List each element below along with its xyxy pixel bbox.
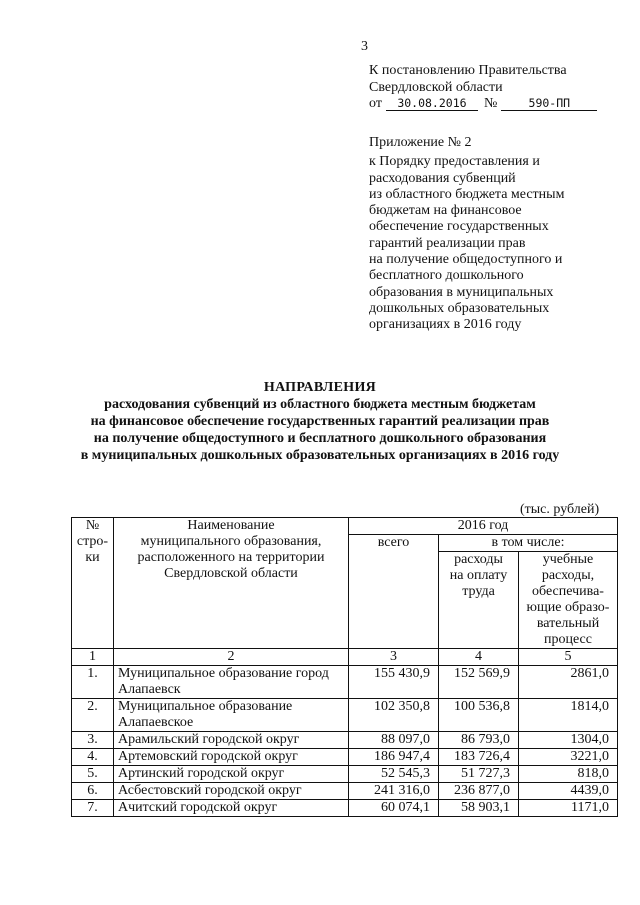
labor-value: 152 569,9: [439, 666, 519, 699]
title-subline: на финансовое обеспечение государственных гарантий реализации прав: [90, 414, 550, 429]
appendix-line: к Порядку предоставления и: [369, 154, 540, 170]
decree-number-label: №: [483, 96, 498, 111]
municipality-name: Артинский городской округ: [114, 766, 349, 783]
educational-value: 1304,0: [519, 732, 618, 749]
decree-date-field: 30.08.2016: [386, 96, 478, 111]
total-value: 52 545,3: [349, 766, 439, 783]
municipality-name: Ачитский городской округ: [114, 800, 349, 817]
title-subline: расходования субвенций из областного бюджета местным бюджетам: [104, 397, 536, 412]
column-number: 5: [519, 649, 618, 666]
header-including: в том числе:: [439, 535, 618, 552]
row-number: 4.: [72, 749, 114, 766]
header-total: всего: [349, 535, 439, 649]
total-value: 241 316,0: [349, 783, 439, 800]
column-number: 4: [439, 649, 519, 666]
table-row: [72, 732, 618, 749]
appendix-line: организациях в 2016 году: [369, 317, 522, 333]
decree-line-1: К постановлению Правительства: [369, 63, 567, 78]
column-number: 1: [72, 649, 114, 666]
header-row-year: [72, 518, 618, 535]
total-value: 102 350,8: [349, 699, 439, 732]
labor-value: 100 536,8: [439, 699, 519, 732]
decree-reference: [369, 63, 634, 113]
educational-value: 818,0: [519, 766, 618, 783]
header-row-number: № стро- ки: [72, 518, 114, 649]
title-subline: на получение общедоступного и бесплатного дошкольного образования: [93, 431, 547, 446]
decree-date-prefix: от: [369, 96, 382, 111]
header-name: Наименование муниципального образования, расположенного на территории Свердловской области: [114, 518, 349, 649]
municipality-name: Асбестовский городской округ: [114, 783, 349, 800]
decree-date-number-line: [369, 96, 634, 113]
row-number: 7.: [72, 800, 114, 817]
row-number: 1.: [72, 666, 114, 699]
row-number: 6.: [72, 783, 114, 800]
appendix-line: бюджетам на финансовое: [369, 203, 522, 219]
title-main: НАПРАВЛЕНИЯ: [263, 380, 377, 395]
appendix-block: [369, 135, 634, 334]
appendix-line: гарантий реализации прав: [369, 235, 526, 251]
document-title: [0, 379, 640, 464]
decree-line-2: Свердловской области: [369, 79, 503, 95]
municipality-name: Муниципальное образование город Алапаевск: [114, 666, 349, 699]
allocation-table: [71, 517, 618, 817]
appendix-line: на получение общедоступного и: [369, 252, 563, 268]
page-number: 3: [361, 39, 368, 54]
row-number: 5.: [72, 766, 114, 783]
header-year: 2016 год: [349, 518, 618, 535]
table-row: [72, 766, 618, 783]
municipality-name: Арамильский городской округ: [114, 732, 349, 749]
labor-value: 51 727,3: [439, 766, 519, 783]
column-number: 2: [114, 649, 349, 666]
total-value: 155 430,9: [349, 666, 439, 699]
table-row: [72, 800, 618, 817]
total-value: 60 074,1: [349, 800, 439, 817]
appendix-line: из областного бюджета местным: [369, 186, 565, 202]
educational-value: 4439,0: [519, 783, 618, 800]
decree-number-field: 590-ПП: [501, 96, 597, 111]
table-row: [72, 749, 618, 766]
municipality-name: Муниципальное образование Алапаевское: [114, 699, 349, 732]
educational-value: 2861,0: [519, 666, 618, 699]
labor-value: 86 793,0: [439, 732, 519, 749]
appendix-line: расходования субвенций: [369, 170, 516, 186]
table-row: [72, 666, 618, 699]
row-number: 2.: [72, 699, 114, 732]
appendix-line: дошкольных образовательных: [369, 300, 550, 316]
header-educational: учебные расходы, обеспечива- ющие образо- вательный процесс: [519, 552, 618, 649]
labor-value: 236 877,0: [439, 783, 519, 800]
appendix-line: образования в муниципальных: [369, 284, 554, 300]
table-row: [72, 699, 618, 732]
educational-value: 1171,0: [519, 800, 618, 817]
labor-value: 183 726,4: [439, 749, 519, 766]
row-number: 3.: [72, 732, 114, 749]
labor-value: 58 903,1: [439, 800, 519, 817]
appendix-line: обеспечение государственных: [369, 219, 549, 235]
total-value: 88 097,0: [349, 732, 439, 749]
educational-value: 3221,0: [519, 749, 618, 766]
municipality-name: Артемовский городской округ: [114, 749, 349, 766]
title-subline: в муниципальных дошкольных образовательных организациях в 2016 году: [80, 448, 560, 463]
total-value: 186 947,4: [349, 749, 439, 766]
table-row: [72, 783, 618, 800]
educational-value: 1814,0: [519, 699, 618, 732]
column-number: 3: [349, 649, 439, 666]
header-labor: расходы на оплату труда: [439, 552, 519, 649]
units-label: (тыс. рублей): [520, 502, 600, 517]
column-number-row: [72, 649, 618, 666]
appendix-line: бесплатного дошкольного: [369, 268, 524, 284]
appendix-line: Приложение № 2: [369, 135, 472, 150]
